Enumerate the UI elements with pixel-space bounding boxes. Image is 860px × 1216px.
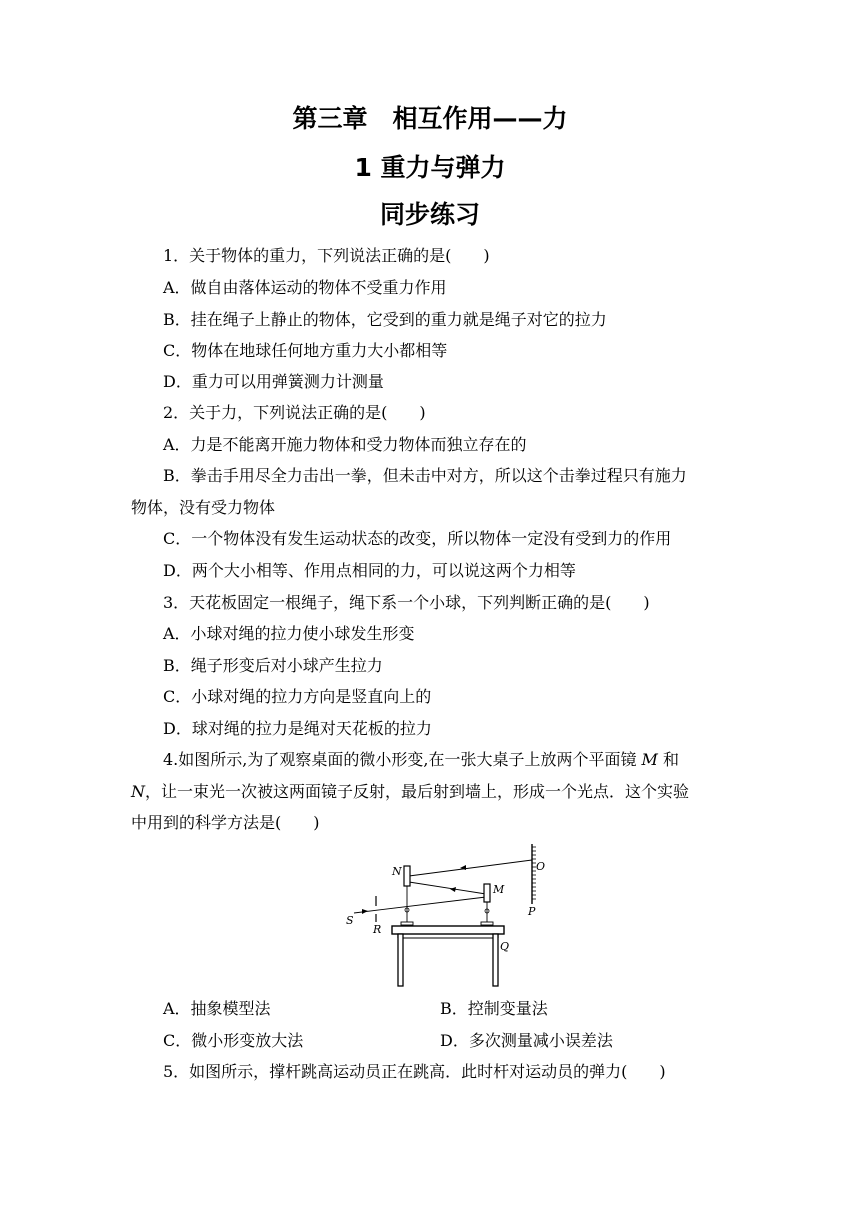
label-m: M bbox=[493, 883, 505, 896]
label-o: O bbox=[536, 860, 546, 873]
exercise-subtitle: 同步练习 bbox=[379, 200, 480, 229]
mirror-m-base bbox=[481, 922, 493, 925]
label-s: S bbox=[346, 914, 354, 927]
reflected-ray-m-to-n bbox=[409, 882, 486, 894]
mirror-experiment-figure bbox=[340, 838, 560, 990]
question-3-option-c: C．小球对绳的拉力方向是竖直向上的 bbox=[163, 687, 432, 706]
mirror-m bbox=[484, 884, 490, 902]
question-2-option-d: D．两个大小相等、作用点相同的力，可以说这两个力相等 bbox=[163, 561, 576, 580]
question-3-option-a: A．小球对绳的拉力使小球发生形变 bbox=[163, 624, 415, 643]
question-4-stem-line-3: 中用到的科学方法是( ) bbox=[131, 813, 320, 832]
question-4-option-a: A．抽象模型法 bbox=[163, 999, 271, 1018]
question-3-option-b: B．绳子形变后对小球产生拉力 bbox=[163, 656, 383, 675]
table-leg-left bbox=[398, 934, 403, 986]
question-4-stem-text-3: ，让一束光一次被这两面镜子反射，最后射到墙上，形成一个光点．这个实验 bbox=[145, 782, 690, 801]
question-1-option-a: A．做自由落体运动的物体不受重力作用 bbox=[163, 278, 447, 297]
table-top bbox=[392, 926, 504, 934]
question-4-stem-line-1 bbox=[163, 749, 679, 771]
question-2-option-b: B．拳击手用尽全力击出一拳，但未击中对方，所以这个击拳过程只有施力 bbox=[163, 466, 687, 485]
label-p: P bbox=[528, 905, 536, 918]
reflected-ray-n-to-wall bbox=[409, 860, 532, 876]
question-4-stem-text-2: 和 bbox=[657, 750, 680, 769]
mirror-m-symbol: M bbox=[641, 750, 658, 769]
question-3-option-d: D．球对绳的拉力是绳对天花板的拉力 bbox=[163, 719, 432, 738]
question-2-option-c: C．一个物体没有发生运动状态的改变，所以物体一定没有受到力的作用 bbox=[163, 529, 672, 548]
question-2-stem: 2．关于力，下列说法正确的是( ) bbox=[163, 403, 426, 422]
question-5-stem: 5．如图所示，撑杆跳高运动员正在跳高．此时杆对运动员的弹力( ) bbox=[163, 1062, 666, 1081]
chapter-title: 第三章 相互作用——力 bbox=[292, 104, 568, 133]
question-2-option-b-cont: 物体，没有受力物体 bbox=[131, 498, 276, 517]
question-4-option-d: D．多次测量减小误差法 bbox=[440, 1031, 613, 1050]
section-title: 1 重力与弹力 bbox=[354, 153, 506, 182]
label-n: N bbox=[392, 865, 402, 878]
question-2-option-a: A．力是不能离开施力物体和受力物体而独立存在的 bbox=[163, 435, 527, 454]
question-1-option-b: B．挂在绳子上静止的物体，它受到的重力就是绳子对它的拉力 bbox=[163, 310, 607, 329]
mirror-n bbox=[404, 866, 410, 886]
question-3-stem: 3．天花板固定一根绳子，绳下系一个小球，下列判断正确的是( ) bbox=[163, 593, 650, 612]
question-4-option-c: C．微小形变放大法 bbox=[163, 1031, 304, 1050]
arrow-head-icon bbox=[450, 887, 456, 892]
question-4-option-b: B．控制变量法 bbox=[440, 999, 548, 1018]
mirror-n-symbol: N bbox=[131, 782, 145, 801]
label-q: Q bbox=[500, 940, 510, 953]
label-r: R bbox=[373, 923, 382, 936]
question-1-stem: 1．关于物体的重力，下列说法正确的是( ) bbox=[163, 246, 490, 265]
question-4-stem-text-1: 4.如图所示,为了观察桌面的微小形变,在一张大桌子上放两个平面镜 bbox=[163, 750, 642, 769]
question-1-option-c: C．物体在地球任何地方重力大小都相等 bbox=[163, 341, 448, 360]
table-leg-right bbox=[493, 934, 498, 986]
question-4-stem-line-2 bbox=[131, 781, 689, 803]
question-1-option-d: D．重力可以用弹簧测力计测量 bbox=[163, 372, 384, 391]
incident-ray bbox=[354, 897, 486, 913]
mirror-n-base bbox=[401, 922, 413, 925]
